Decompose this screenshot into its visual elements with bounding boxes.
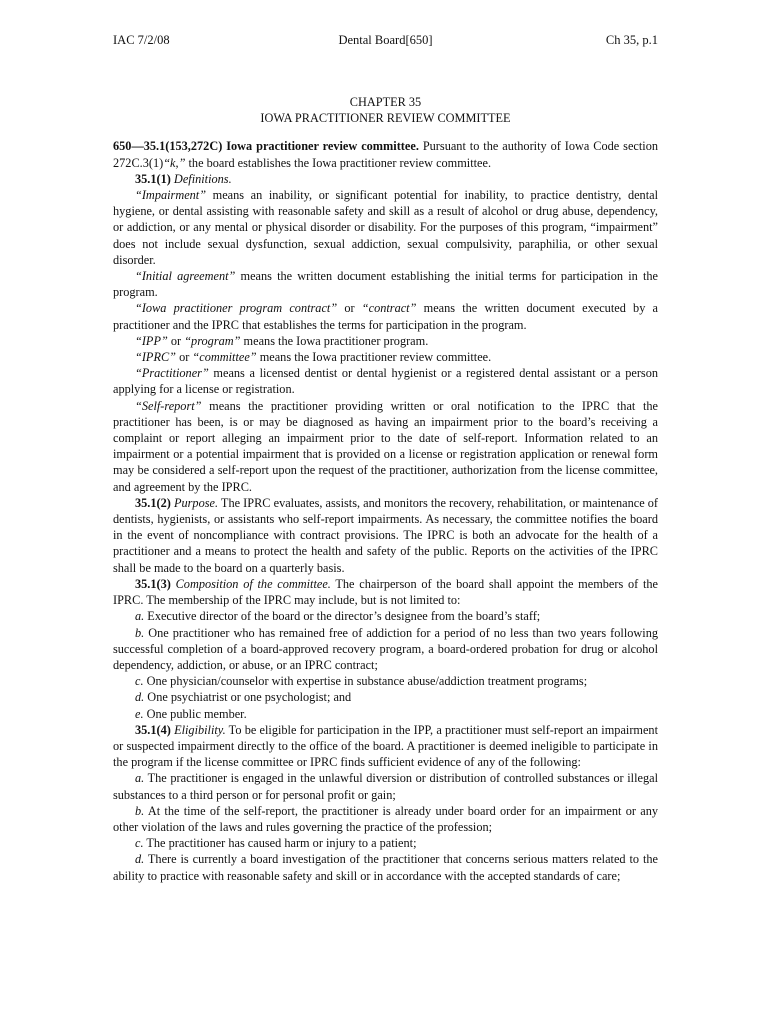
subrule-1-heading [113,171,658,187]
definition-term-alt: “contract” [361,301,417,316]
definition-text: means a licensed dentist or dental hygienist or a registered dental assistant or a person applying for a license or registration. [113,366,658,397]
definition-term: “Practitioner” [135,366,209,381]
chapter-title: IOWA PRACTITIONER REVIEW COMMITTEE [260,111,511,126]
list-letter: a. [135,609,145,624]
list-text: One public member. [143,706,247,721]
running-header [113,33,658,51]
list-text: At the time of the self-report, the practitioner is already under board order for an impairment or any other violation of the laws and rules governing the practice of the profession; [113,803,658,834]
subrule-text: To be eligible for participation in the IPP, a practitioner must self-report an impairment or suspected impairment directly to the office of the board. A practitioner is deemed ineligible to participate in the program if the license committee or IPRC finds sufficient evidence of any of the following: [113,722,658,770]
definition-text: means the written document establishing the initial terms for participation in the program. [113,269,658,300]
definition-impairment [113,187,658,268]
definition-term: “IPP” [135,333,168,348]
rule-intro [113,138,658,170]
list-item [113,608,658,624]
definition-term-alt: “program” [184,333,241,348]
definition-text: means the practitioner providing written or oral notification to the IPRC that the practitioner has been, is or may be diagnosed as having an impairment prior to the board’s receiving a complaint or report alleging an impairment prior to the date of self-report. Information related to an impairment or a potential impairment that is provided on a license or registration application or renewal form may be considered a self-report upon the request of the practitioner, authorization from the license committee, and agreement by the IPRC. [113,398,658,494]
list-item [113,673,658,689]
definition-term: “Initial agreement” [135,269,236,284]
definition-term: “Iowa practitioner program contract” [135,301,338,316]
list-item [113,770,658,802]
header-agency: Dental Board[650] [338,33,433,47]
definition-text: means the written document executed by a practitioner and the IPRC that establishes the terms for participation in the program. [113,301,658,332]
subrule-number: 35.1(4) [135,722,171,737]
list-item [113,851,658,883]
list-text: One physician/counselor with expertise in substance abuse/addiction treatment programs; [143,674,588,689]
definition-text: means the Iowa practitioner program. [240,333,429,348]
definition-text: means an inability, or significant potential for inability, to practice dentistry, dental hygiene, or dental assisting with reasonable safety and skill as a result of alcohol or drug abuse, dependency, or addiction, or any mental or physical disorder or disability. For the purposes of this program, “impairment” does not include sexual dysfunction, sexual addiction, sexual compulsivity, paraphilia, or other sexual disorder. [113,188,658,267]
chapter-number: CHAPTER 35 [349,95,422,109]
definition-self-report [113,398,658,495]
list-text: There is currently a board investigation of the practitioner that concerns serious matters related to the ability to practice with reasonable safety and skill or in accordance with the accepted standards of care; [113,852,658,883]
list-item [113,835,658,851]
list-letter: b. [135,625,145,640]
list-letter: d. [135,690,145,705]
subrule-2-purpose [113,495,658,576]
rule-cite: “k,” [163,155,186,170]
definition-text: means the Iowa practitioner review committee. [256,350,492,365]
list-item [113,706,658,722]
subrule-text: The chairperson of the board shall appoint the members of the IPRC. The membership of the IPRC may include, but is not limited to: [113,576,658,608]
subrule-number: 35.1(1) [135,171,171,186]
list-text: One practitioner who has remained free of addiction for a period of no less than two years following successful completion of a board-approved recovery program, a board-ordered probation for drug or alcohol dependency, addiction, or abuse, or an IPRC contract; [113,625,658,672]
list-letter: a. [135,771,145,786]
subrule-4-eligibility [113,722,658,771]
list-text: One psychiatrist or one psychologist; and [144,690,352,705]
definition-term: “Self-report” [135,398,202,413]
document-page [113,33,658,884]
definition-or: or [167,333,185,348]
definition-term-alt: “committee” [192,350,257,365]
subrule-number: 35.1(2) [135,495,171,510]
definition-term: “IPRC” [135,350,176,365]
definition-practitioner [113,365,658,397]
list-item [113,625,658,674]
definition-or: or [176,350,193,365]
list-letter: d. [135,852,145,867]
definition-iprc [113,349,658,365]
header-code-date: IAC 7/2/08 [113,33,170,47]
subrule-title: Purpose. [170,495,219,510]
subrule-number: 35.1(3) [135,576,171,591]
list-text: The practitioner has caused harm or injury to a patient; [143,836,417,851]
list-item [113,803,658,835]
subrule-title: Definitions. [170,171,232,186]
list-item [113,689,658,705]
rule-heading: 650—35.1(153,272C) Iowa practitioner review committee. [113,139,419,154]
list-text: Executive director of the board or the director’s designee from the board’s staff; [144,609,541,624]
subrule-text: The IPRC evaluates, assists, and monitors the recovery, rehabilitation, or maintenance of dentists, hygienists, or assistants who self-report impairments. As necessary, the committee notifies the board in the event of noncompliance with contract provisions. The IPRC is both an advocate for the health of a practitioner and a means to protect the health and safety of the public. Reports on the activities of the IPRC shall be made to the board on a quarterly basis. [113,495,659,575]
definition-initial-agreement [113,268,658,300]
list-letter: c. [135,674,144,689]
subrule-title: Eligibility. [170,722,226,737]
rule-text-a: Pursuant to the authority of Iowa Code section 272C.3(1) [113,139,658,170]
definition-or: or [337,301,362,316]
list-letter: b. [135,803,145,818]
subrule-3-composition [113,576,658,608]
definition-ipp [113,333,658,349]
list-letter: c. [135,836,144,851]
definition-term: “Impairment” [135,188,207,203]
list-letter: e. [135,706,144,721]
chapter-heading [113,94,658,126]
rule-text-b: the board establishes the Iowa practitioner review committee. [185,155,492,170]
list-text: The practitioner is engaged in the unlawful diversion or distribution of controlled substances or illegal substances to a third person or for personal profit or gain; [113,771,658,802]
definition-contract [113,300,658,332]
header-page-number: Ch 35, p.1 [605,33,658,47]
subrule-title: Composition of the committee. [170,576,331,591]
chapter-body [113,138,658,883]
